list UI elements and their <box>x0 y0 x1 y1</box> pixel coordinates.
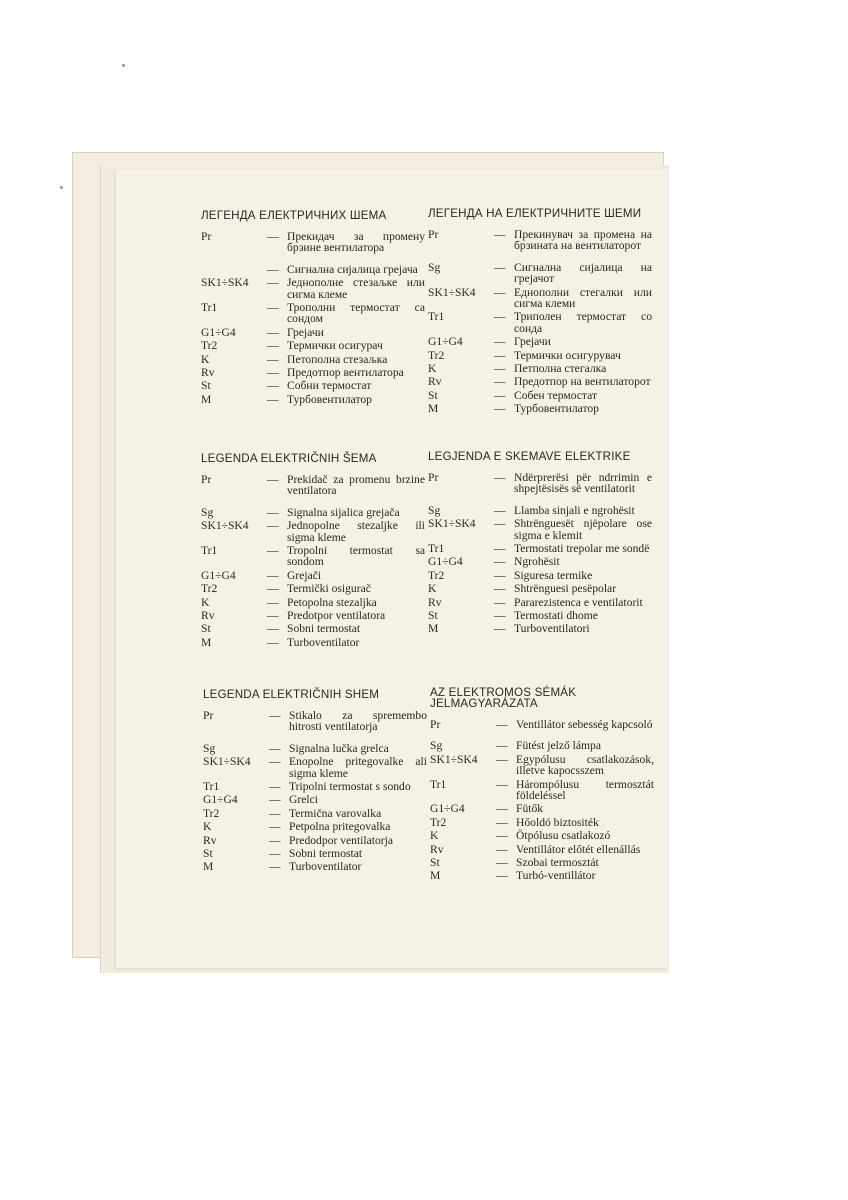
legend-macedonian <box>428 208 652 417</box>
dash-separator: — <box>267 230 279 243</box>
legend-row <box>430 740 654 751</box>
dash-separator: — <box>267 301 279 315</box>
component-description: Predotpor ventilatora <box>287 609 386 623</box>
dash-separator: — <box>267 582 279 596</box>
component-code: Pr <box>428 471 439 484</box>
component-code: G1÷G4 <box>201 568 236 582</box>
component-description: Еднополни стегалки или сигма клеми <box>514 285 652 311</box>
legend-slovenian <box>203 689 427 875</box>
component-description: Petopolna stezaljka <box>287 595 377 609</box>
component-description: Једнополне стезаљке или сигма клеме <box>287 276 425 301</box>
component-code: SK1÷SK4 <box>428 285 476 299</box>
speck-mark <box>60 186 63 189</box>
legend-page <box>116 170 668 968</box>
dash-separator: — <box>267 325 279 339</box>
component-description: Термички осигурач <box>287 339 383 353</box>
component-description: Петполна стегалка <box>514 362 607 376</box>
section-title: ЛЕГЕНДА ЕЛЕКТРИЧНИХ ШЕМА <box>201 209 387 222</box>
dash-separator: — <box>494 517 506 531</box>
component-code: Sg <box>430 739 443 753</box>
component-code: Tr1 <box>201 301 218 315</box>
dash-separator: — <box>496 856 508 870</box>
component-description: Shtrënguesët njëpolare ose sigma e klemit <box>514 517 652 542</box>
component-description: Трополни термостат са сондом <box>287 301 425 326</box>
section-title: LEGJENDA E SKEMAVE ELEKTRIKE <box>428 450 631 463</box>
dash-separator: — <box>494 609 506 623</box>
component-description: Turboventilator <box>289 860 362 874</box>
component-description: Shtrënguesi pesëpolar <box>514 582 617 596</box>
dash-separator: — <box>269 709 281 722</box>
legend-row <box>430 844 654 855</box>
legend-row <box>201 394 425 405</box>
legend-row <box>201 340 425 351</box>
component-code: St <box>201 379 211 393</box>
component-code: G1÷G4 <box>428 335 463 349</box>
component-code: M <box>201 392 212 406</box>
legend-row <box>203 861 427 872</box>
component-description: Ventillátor sebesség kapcsoló <box>516 718 653 731</box>
component-code: M <box>430 869 441 883</box>
dash-separator: — <box>494 348 506 362</box>
component-code: Pr <box>201 473 212 486</box>
component-description: Termostati dhome <box>514 609 598 623</box>
component-description: Собен термостат <box>514 388 598 402</box>
component-code: Tr2 <box>201 582 218 596</box>
component-description: Сигнална сијалица на грејачот <box>514 260 652 286</box>
component-description: Tripolni termostat s sondo <box>289 780 411 794</box>
legend-row <box>428 543 652 554</box>
legend-row <box>201 302 425 325</box>
component-description: Hőoldó biztositék <box>516 815 599 829</box>
component-code: St <box>428 609 438 623</box>
dash-separator: — <box>267 519 279 533</box>
legend-row <box>201 623 425 634</box>
component-code: Rv <box>428 595 442 609</box>
legend-row <box>203 743 427 754</box>
component-code <box>201 264 267 275</box>
component-code: Tr1 <box>428 542 445 556</box>
component-description: Ngrohësit <box>514 555 560 569</box>
component-code: M <box>203 860 214 874</box>
component-description: Sobni termostat <box>289 847 363 861</box>
legend-row <box>430 754 654 777</box>
dash-separator: — <box>494 402 506 416</box>
dash-separator: — <box>494 375 506 389</box>
component-description: Signalna sijalica grejača <box>287 505 400 519</box>
legend-row <box>201 545 425 568</box>
component-code: SK1÷SK4 <box>428 517 476 531</box>
component-code: Tr1 <box>203 780 220 794</box>
legend-row <box>203 821 427 832</box>
legend-row <box>430 857 654 868</box>
legend-row <box>201 264 425 275</box>
dash-separator: — <box>496 869 508 883</box>
dash-separator: — <box>267 595 279 609</box>
dash-separator: — <box>267 635 279 649</box>
legend-row <box>428 623 652 634</box>
legend-row <box>430 803 654 814</box>
component-description: Enopolne pritegovalke ali sigma kleme <box>289 755 427 780</box>
legend-serbian-latin <box>201 453 425 650</box>
component-code: Sg <box>203 741 216 755</box>
component-description: Термички осигурувач <box>514 348 621 362</box>
component-description: Sobni termostat <box>287 622 361 636</box>
component-description: Predodpor ventilatorja <box>289 833 393 847</box>
dash-separator: — <box>494 555 506 569</box>
component-description: Egypólusu csatlakozások, illetve kapocsszem <box>516 752 654 778</box>
dash-separator: — <box>496 829 508 843</box>
component-code: Tr1 <box>430 777 447 791</box>
component-code: Pr <box>428 228 439 241</box>
dash-separator: — <box>269 780 281 794</box>
component-code: Rv <box>428 375 442 389</box>
dash-separator: — <box>269 741 281 755</box>
dash-separator: — <box>267 473 279 486</box>
legend-row <box>201 367 425 378</box>
legend-row <box>203 756 427 779</box>
legend-row <box>428 472 652 495</box>
dash-separator: — <box>496 752 508 766</box>
component-code: Rv <box>201 609 215 623</box>
dash-separator: — <box>494 542 506 556</box>
component-description: Турбовентилатор <box>287 392 372 406</box>
dash-separator: — <box>496 802 508 816</box>
dash-separator: — <box>267 352 279 366</box>
component-description: Termostati trepolar me sondë <box>514 542 650 556</box>
component-description: Ndërprerësi për ndrrimin e shpejtësisës së ventilatorit <box>514 471 652 496</box>
legend-row <box>201 327 425 338</box>
legend-row <box>203 848 427 859</box>
legend-row <box>428 597 652 608</box>
component-description: Turboventilatori <box>514 622 590 636</box>
component-code: Tr2 <box>430 815 447 829</box>
section-title: ЛЕГЕНДА НА ЕЛЕКТРИЧНИТЕ ШЕМИ <box>428 207 642 220</box>
dash-separator: — <box>494 228 506 241</box>
component-code: Pr <box>430 718 441 731</box>
legend-row <box>201 520 425 543</box>
component-code: Sg <box>428 503 441 517</box>
dash-separator: — <box>267 568 279 582</box>
legend-row <box>428 363 652 374</box>
component-description: Siguresa termike <box>514 568 593 582</box>
component-code: Pr <box>201 230 212 243</box>
component-code: Rv <box>430 842 444 856</box>
component-description: Прекинувач за промена на брзината на вентилаторот <box>514 228 652 253</box>
legend-row <box>428 556 652 567</box>
dash-separator: — <box>269 793 281 807</box>
legend-row <box>428 229 652 252</box>
component-code: Rv <box>203 833 217 847</box>
legend-row <box>203 781 427 792</box>
dash-separator: — <box>267 339 279 353</box>
component-code: G1÷G4 <box>203 793 238 807</box>
dash-separator: — <box>267 366 279 380</box>
legend-row <box>428 403 652 414</box>
legend-row <box>430 870 654 881</box>
component-code: Tr2 <box>428 568 445 582</box>
component-code: K <box>201 595 210 609</box>
dash-separator: — <box>494 622 506 636</box>
legend-row <box>428 350 652 361</box>
dash-separator: — <box>494 260 506 274</box>
component-description: Ötpólusu csatlakozó <box>516 829 611 843</box>
legend-row <box>203 794 427 805</box>
component-code: SK1÷SK4 <box>201 519 249 533</box>
component-code: St <box>430 856 440 870</box>
component-description: Turbó-ventillátor <box>516 869 596 883</box>
component-code: Sg <box>201 505 214 519</box>
component-code: K <box>428 362 437 376</box>
component-description: Предотпор на вентилаторот <box>514 375 651 389</box>
component-description: Termički osigurač <box>287 582 371 596</box>
legend-row <box>428 583 652 594</box>
section-title: LEGENDA ELEKTRIČNIH ŠEMA <box>201 452 377 465</box>
legend-row <box>203 710 427 733</box>
component-code: Tr1 <box>428 310 445 324</box>
component-description: Petpolna pritegovalka <box>289 820 391 834</box>
dash-separator: — <box>496 842 508 856</box>
legend-row <box>201 231 425 254</box>
legend-row <box>428 518 652 541</box>
dash-separator: — <box>494 310 506 324</box>
component-description: Грејачи <box>287 325 324 339</box>
legend-row <box>428 505 652 516</box>
component-description: Петополна стезаљка <box>287 352 388 366</box>
legend-row <box>203 835 427 846</box>
dash-separator: — <box>269 860 281 874</box>
dash-separator: — <box>267 622 279 636</box>
component-code: St <box>201 622 211 636</box>
component-description: Предотпор вентилатора <box>287 366 404 380</box>
legend-row <box>430 830 654 841</box>
legend-row <box>428 610 652 621</box>
component-code: Tr2 <box>203 806 220 820</box>
component-description: Ventillátor előtét ellenállás <box>516 842 641 856</box>
component-description: Stikalo za spremembo hitrosti ventilatorja <box>289 709 427 734</box>
legend-row <box>201 610 425 621</box>
component-description: Termična varovalka <box>289 806 382 820</box>
component-code: Tr2 <box>201 339 218 353</box>
dash-separator: — <box>496 777 508 791</box>
section-title: AZ ELEKTROMOS SÉMÁK JELMAGYARÁZATA <box>430 686 577 710</box>
component-description: Tropolni termostat sa sondom <box>287 544 425 569</box>
legend-row <box>428 262 652 285</box>
dash-separator: — <box>496 718 508 731</box>
dash-separator: — <box>494 335 506 349</box>
component-code: G1÷G4 <box>430 802 465 816</box>
component-description: Llamba sinjali e ngrohësit <box>514 503 635 517</box>
legend-hungarian <box>430 687 654 884</box>
legend-row <box>430 779 654 802</box>
component-description: Turboventilator <box>287 635 360 649</box>
component-code: Pr <box>203 709 214 722</box>
dash-separator: — <box>269 847 281 861</box>
component-description: Prekidač za promenu brzine ventilatora <box>287 473 425 498</box>
component-code: SK1÷SK4 <box>201 276 249 290</box>
legend-row <box>201 583 425 594</box>
component-code: SK1÷SK4 <box>430 752 478 766</box>
dash-separator: — <box>494 568 506 582</box>
component-code: G1÷G4 <box>201 325 236 339</box>
component-code: K <box>428 582 437 596</box>
component-description: Hárompólusu termosztát földeléssel <box>516 777 654 803</box>
dash-separator: — <box>267 276 279 290</box>
component-code: Sg <box>428 260 441 274</box>
component-description: Szobai termosztát <box>516 856 599 870</box>
legend-row <box>201 637 425 648</box>
legend-row <box>430 719 654 730</box>
component-description: Fütők <box>516 802 544 816</box>
component-code: St <box>203 847 213 861</box>
dash-separator: — <box>267 609 279 623</box>
dash-separator: — <box>267 392 279 406</box>
dash-separator: — <box>496 739 508 753</box>
dash-separator: — <box>267 262 279 276</box>
component-description: Pararezistenca e ventilatorit <box>514 595 643 609</box>
legend-row <box>201 570 425 581</box>
legend-row <box>201 277 425 300</box>
component-code: M <box>428 622 439 636</box>
dash-separator: — <box>494 582 506 596</box>
legend-row <box>201 354 425 365</box>
component-description: Fütést jelző lámpa <box>516 739 602 753</box>
legend-row <box>428 311 652 334</box>
legend-row <box>428 390 652 401</box>
dash-separator: — <box>494 285 506 299</box>
component-description: Прекидач за промену брзине вентилатора <box>287 230 425 255</box>
component-description: Grejači <box>287 568 322 582</box>
component-code: M <box>428 402 439 416</box>
dash-separator: — <box>494 388 506 402</box>
component-code: Tr2 <box>428 348 445 362</box>
legend-row <box>428 570 652 581</box>
component-code: K <box>203 820 212 834</box>
dash-separator: — <box>269 820 281 834</box>
section-title: LEGENDA ELEKTRIČNIH SHEM <box>203 688 380 701</box>
speck-mark <box>122 64 125 67</box>
component-description: Jednopolne stezaljke ili sigma kleme <box>287 519 425 544</box>
component-description: Сигнална сијалица грејача <box>287 262 418 276</box>
component-code: SK1÷SK4 <box>203 755 251 769</box>
legend-row <box>201 507 425 518</box>
component-code: G1÷G4 <box>428 555 463 569</box>
dash-separator: — <box>496 815 508 829</box>
dash-separator: — <box>494 471 506 484</box>
component-description: Триполен термостат со сонда <box>514 310 652 335</box>
component-code: Rv <box>201 366 215 380</box>
legend-albanian <box>428 451 652 637</box>
dash-separator: — <box>267 505 279 519</box>
component-code: Tr1 <box>201 544 218 558</box>
component-description: Грејачи <box>514 335 551 349</box>
dash-separator: — <box>269 833 281 847</box>
legend-row <box>203 808 427 819</box>
legend-row <box>428 336 652 347</box>
dash-separator: — <box>269 806 281 820</box>
dash-separator: — <box>494 503 506 517</box>
legend-row <box>428 287 652 310</box>
component-description: Собни термостат <box>287 379 372 393</box>
dash-separator: — <box>269 755 281 769</box>
dash-separator: — <box>267 544 279 558</box>
component-code: St <box>428 388 438 402</box>
component-description: Signalna lučka grelca <box>289 741 389 755</box>
component-code: M <box>201 635 212 649</box>
component-code: K <box>201 352 210 366</box>
component-description: Grelci <box>289 793 318 807</box>
dash-separator: — <box>494 595 506 609</box>
legend-row <box>201 474 425 497</box>
legend-row <box>428 376 652 387</box>
legend-row <box>430 817 654 828</box>
component-code: K <box>430 829 439 843</box>
legend-row <box>201 380 425 391</box>
legend-serbian-cyrillic <box>201 210 425 407</box>
component-description: Турбовентилатор <box>514 402 599 416</box>
dash-separator: — <box>494 362 506 376</box>
legend-row <box>201 597 425 608</box>
dash-separator: — <box>267 379 279 393</box>
